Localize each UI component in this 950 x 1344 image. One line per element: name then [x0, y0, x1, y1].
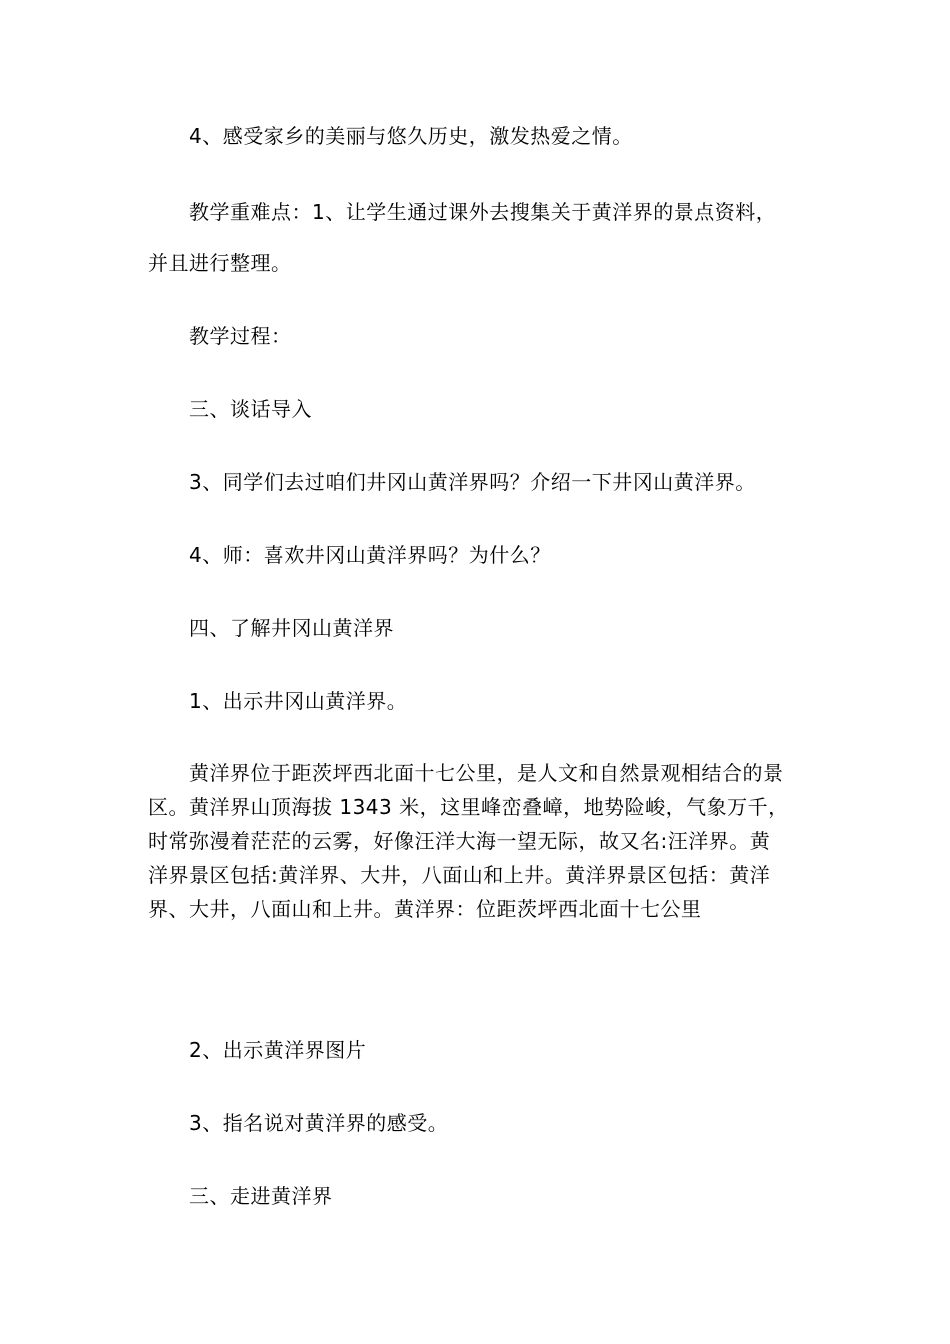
line-text: 洋界景区包括:黄洋界、大井，八面山和上井。黄洋界景区包括：黄洋 [148, 863, 771, 887]
heading-section-four [148, 611, 854, 645]
line-text: 并且进行整理。 [148, 251, 292, 275]
line-text: 区。黄洋界山顶海拔 1343 米，这里峰峦叠嶂，地势险峻，气象万千， [148, 795, 789, 819]
heading-section-walk-in [148, 1179, 854, 1213]
line-text: 三、谈话导入 [189, 397, 312, 421]
text-line-show-2 [148, 1033, 854, 1067]
line-text: 3、同学们去过咱们井冈山黄洋界吗？介绍一下井冈山黄洋界。 [189, 470, 756, 494]
text-line-item-4 [148, 538, 854, 572]
paragraph-key-points [148, 195, 813, 280]
heading-teaching-process [148, 319, 854, 353]
paragraph-huangyangjie-intro [148, 756, 813, 926]
text-line-item-3 [148, 465, 854, 499]
line-text: 4、感受家乡的美丽与悠久历史，激发热爱之情。 [189, 124, 633, 148]
text-line-show-1 [148, 684, 854, 718]
line-text: 界、大井，八面山和上井。黄洋界：位距茨坪西北面十七公里 [148, 897, 702, 921]
line-text: 四、了解井冈山黄洋界 [189, 616, 394, 640]
line-text: 教学过程： [189, 324, 292, 348]
line-text: 3、指名说对黄洋界的感受。 [189, 1111, 449, 1135]
line-text: 时常弥漫着茫茫的云雾，好像汪洋大海一望无际，故又名:汪洋界。黄 [148, 829, 771, 853]
text-line-goal-4 [148, 119, 854, 153]
line-text: 1、出示井冈山黄洋界。 [189, 689, 408, 713]
line-text: 教学重难点：1、让学生通过课外去搜集关于黄洋界的景点资料， [189, 200, 777, 224]
line-text: 4、师：喜欢井冈山黄洋界吗？为什么？ [189, 543, 551, 567]
line-text: 2、出示黄洋界图片 [189, 1038, 367, 1062]
line-text: 三、走进黄洋界 [189, 1184, 333, 1208]
heading-section-three-intro [148, 392, 854, 426]
text-line-item-3b [148, 1106, 854, 1140]
line-text: 黄洋界位于距茨坪西北面十七公里，是人文和自然景观相结合的景 [189, 761, 784, 785]
